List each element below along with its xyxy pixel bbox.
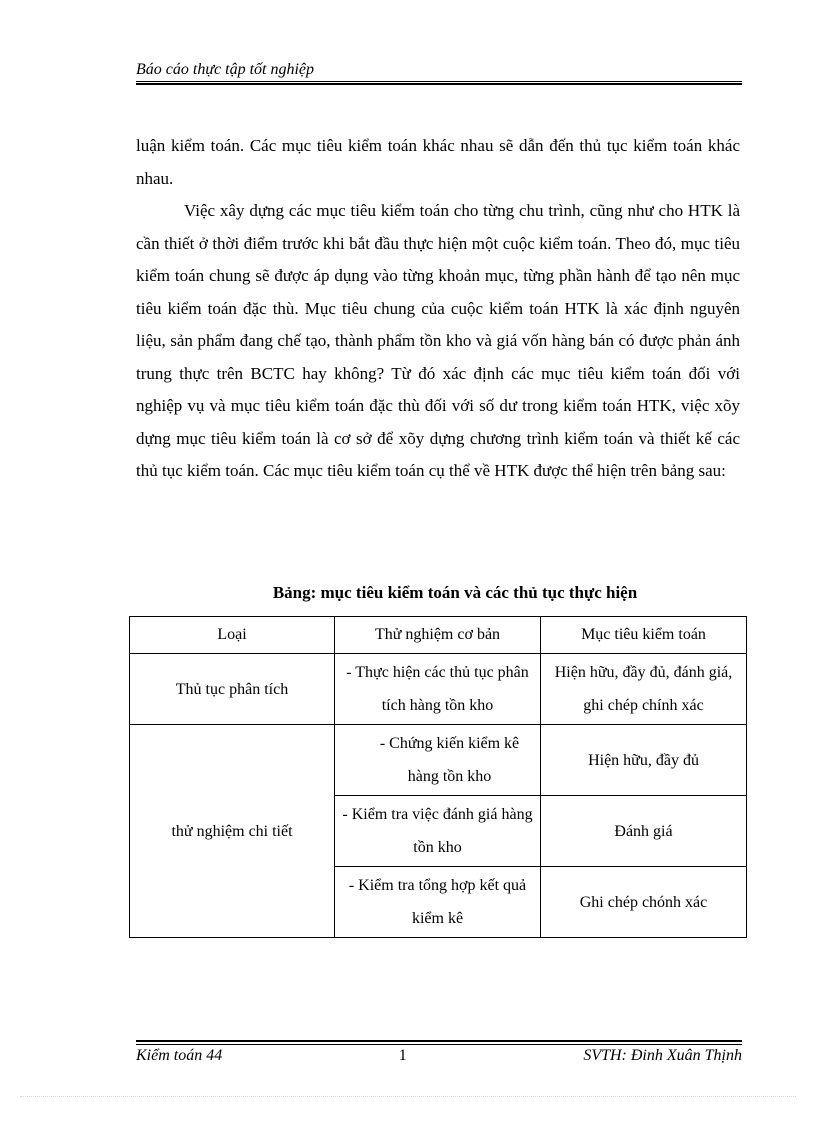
cell-objective: Hiện hữu, đầy đủ [541,725,747,796]
table-caption-text: Bảng: mục tiêu kiểm toán và các thủ tục thực hiện [272,583,638,602]
footer-row [136,1046,742,1066]
cell-objective: Hiện hữu, đầy đủ, đánh giá, ghi chép chính xác [541,654,747,725]
header-cell-test: Thử nghiệm cơ bản [335,617,541,654]
table-row [130,725,747,796]
cell-objective: Ghi chép chónh xác [541,867,747,938]
paragraph-1: luận kiểm toán. Các mục tiêu kiểm toán khác nhau sẽ dẫn đến thủ tục kiểm toán khác nhau. [136,136,740,188]
page-number: 1 [398,1047,407,1064]
table-row [130,654,747,725]
page-header [136,60,742,85]
cell-type: Thủ tục phân tích [130,654,335,725]
cell-type: thử nghiệm chi tiết [130,725,335,938]
header-cell-type: Loại [130,617,335,654]
page-bottom-border [20,1096,796,1097]
footer-student: SVTH: Đinh Xuân Thịnh [583,1047,742,1064]
header-rule-thin [136,81,742,82]
footer-course: Kiểm toán 44 [136,1047,223,1064]
footer-rule-thin [136,1044,742,1045]
footer-rule-thick [136,1040,742,1042]
paragraph-2: Việc xây dựng các mục tiêu kiểm toán cho từng chu trình, cũng như cho HTK là cần thiết ở thời điểm trước khi bắt đầu thực hiện một cuộc kiểm toán. Theo đó, mục tiêu kiểm toán chung sẽ được áp dụng vào từng khoản mục, từng phần hành để tạo nên mục tiêu kiểm toán đặc thù. Mục tiêu chung của cuộc kiểm toán HTK là xác định nguyên liệu, sản phẩm đang chế tạo, thành phẩm tồn kho và giá vốn hàng bán có được phản ánh trung thực trên BCTC hay không? Từ đó xác định các mục tiêu kiểm toán đối với nghiệp vụ và mục tiêu kiểm toán đặc thù đối với số dư trong kiểm toán HTK, việc xõy dựng mục tiêu kiểm toán là cơ sở để xõy dựng chương trình kiểm toán và thiết kế các thủ tục kiểm toán. Các mục tiêu kiểm toán cụ thể về HTK được thể hiện trên bảng sau: [136,201,740,480]
cell-objective: Đánh giá [541,796,747,867]
page-footer [136,1040,742,1066]
body-text [136,130,740,488]
table-header-row [130,617,747,654]
table-caption [130,583,800,603]
header-rule-thick [136,83,742,85]
audit-objectives-table [129,616,747,938]
header-cell-objective: Mục tiêu kiểm toán [541,617,747,654]
cell-test: - Thực hiện các thủ tục phân tích hàng tồn kho [335,654,541,725]
header-title: Báo cáo thực tập tốt nghiệp [136,61,315,78]
cell-test: - Chứng kiến kiểm kê hàng tồn kho [335,725,541,796]
cell-test: - Kiểm tra tổng hợp kết quả kiểm kê [335,867,541,938]
cell-test: - Kiểm tra việc đánh giá hàng tồn kho [335,796,541,867]
